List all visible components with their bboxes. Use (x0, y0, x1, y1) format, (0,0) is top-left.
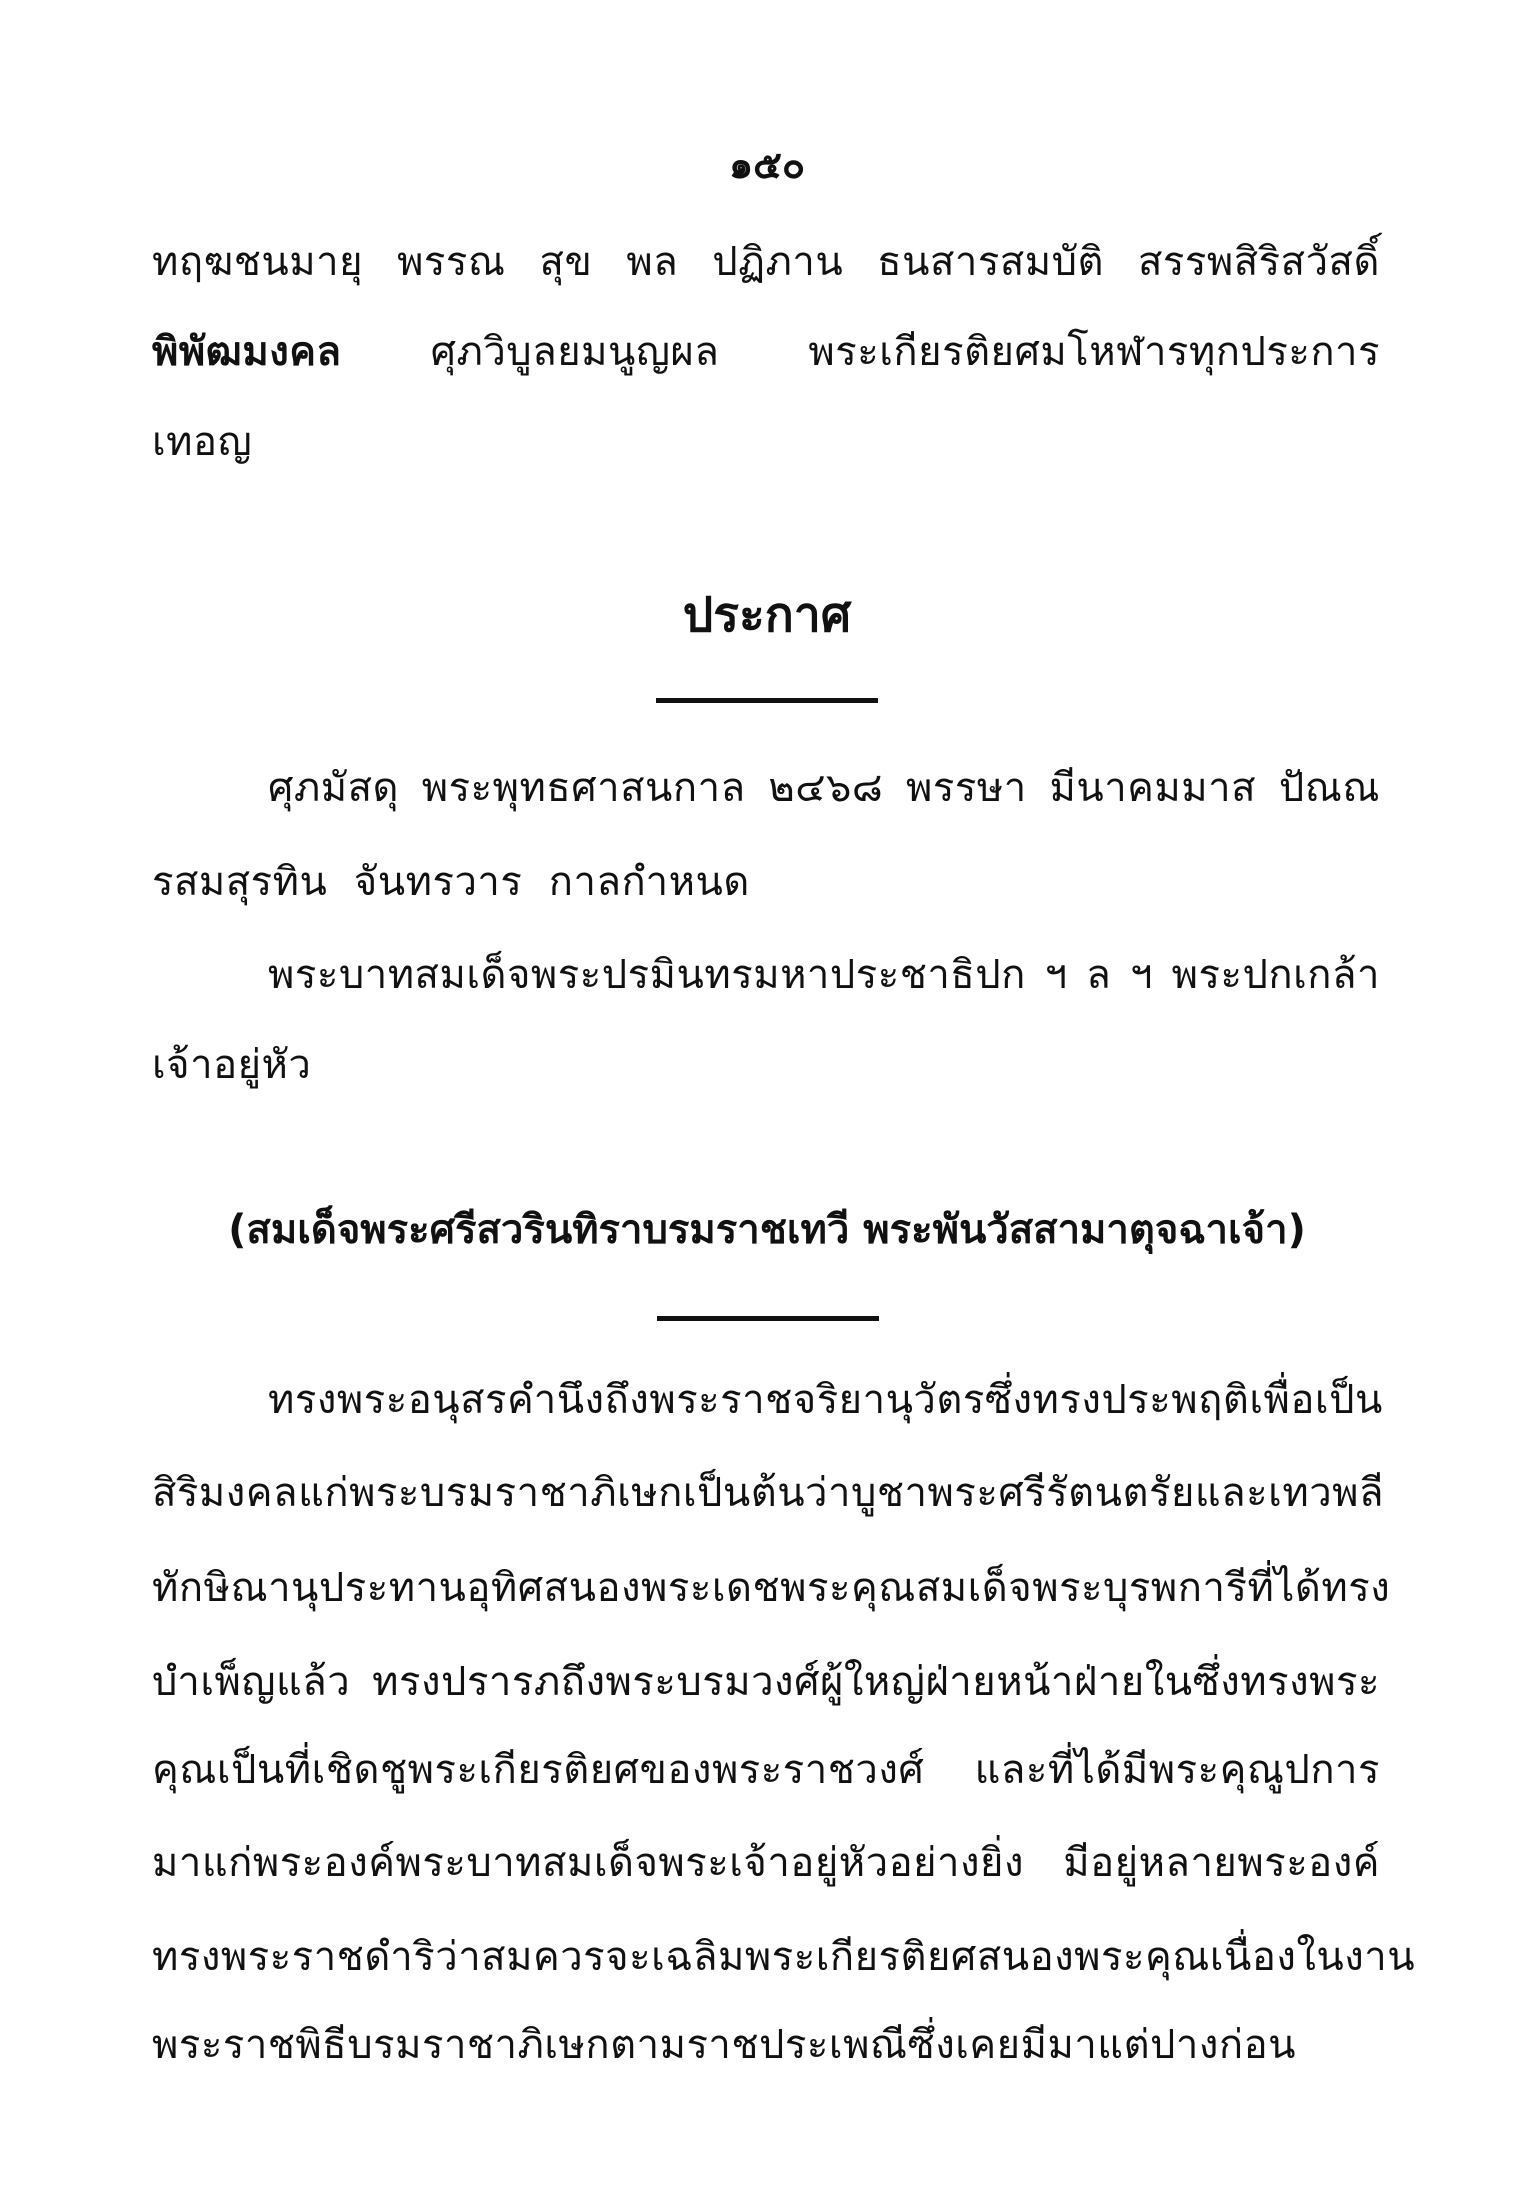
body-line-1 (268, 1370, 1383, 1430)
subheading-underline (657, 1316, 879, 1321)
proclamation-word: ล (1086, 952, 1112, 998)
body-text: ทรงปรารภถึงพระบรมวงศ์ผู้ใหญ่ฝ่ายหน้าฝ่ายในซึ่งทรงพระ (372, 1659, 1380, 1705)
blessing-word: พิพัฒมงคล (152, 329, 342, 375)
body-text: เป็นต้นว่าบูชาพระศรีรัตนตรัยและเทวพลี (682, 1470, 1385, 1516)
body-text: บำเพ็ญแล้ว (152, 1659, 351, 1705)
blessing-line-1 (152, 232, 1380, 292)
royal-name-heading: (สมเด็จพระศรีสวรินทิราบรมราชเทวี พระพันวัสสามาตุจฉาเจ้า) (228, 1207, 1306, 1253)
proclamation-word: ๒๔๖๘ (768, 765, 884, 811)
body-text: ทรงพระอนุสรคำนึงถึงพระราชจริยานุวัตร (268, 1377, 985, 1423)
body-text: ซึ่งทรงประพฤติเพื่อเป็น (984, 1377, 1383, 1423)
proclamation-line-1 (268, 758, 1380, 818)
body-text: มาแก่พระองค์พระบาทสมเด็จพระเจ้าอยู่หัวอย่างยิ่ง (152, 1840, 1025, 1886)
blessing-word: สุข (539, 239, 593, 285)
title-underline (656, 698, 878, 703)
proclamation-word: พรรษา (906, 765, 1027, 811)
proclamation-word: ปัณณ (1278, 765, 1380, 811)
blessing-word: สรรพสิริสวัสดิ์ (1138, 239, 1380, 285)
body-line-6 (152, 1833, 1380, 1893)
proclamation-word: พระพุทธศาสนกาล (421, 765, 746, 811)
proclamation-word: ฯ (1044, 952, 1068, 998)
body-line-3 (152, 1558, 1390, 1618)
proclamation-word: ฯ (1129, 952, 1153, 998)
page-title: ประกาศ (682, 587, 852, 643)
proclamation-line-2: รสมสุรทิน จันทรวาร กาลกำหนด (152, 859, 750, 905)
proclamation-word: ศุภมัสดุ (268, 765, 400, 811)
body-text: และที่ได้มีพระคุณูปการ (974, 1747, 1380, 1793)
proclamation-word: พระปกเกล้า (1171, 952, 1380, 998)
body-text: ทรงพระราชดำริว่าสมควรจะเฉลิมพระเกียรติยศสนองพระคุณเนื่องในงาน (152, 1934, 1416, 1980)
blessing-line-3: เทอญ (152, 419, 253, 465)
proclamation-line-4: เจ้าอยู่หัว (152, 1042, 312, 1088)
proclamation-line-3 (268, 945, 1380, 1005)
body-line-4 (152, 1652, 1380, 1712)
blessing-word: ธนสารสมบัติ (877, 239, 1104, 285)
body-text: สิริมงคลแก่พระบรมราชาภิเษก (152, 1470, 683, 1516)
body-line-2 (152, 1463, 1385, 1523)
body-line-5 (152, 1740, 1380, 1800)
proclamation-word: มีนาคมมาส (1049, 765, 1257, 811)
blessing-word: ศุภวิบูลยมนูญผล (430, 329, 720, 375)
body-text: ทักษิณานุประทานอุทิศสนองพระเดชพระคุณสมเด็จพระบุรพการีที่ได้ทรง (152, 1565, 1391, 1611)
body-text: คุณเป็นที่เชิดชูพระเกียรติยศของพระราชวงศ์ (152, 1747, 925, 1793)
proclamation-word: พระบาทสมเด็จพระปรมินทรมหาประชาธิปก (268, 952, 1026, 998)
blessing-word: พระเกียรติยศมโหฬารทุกประการ (808, 329, 1380, 375)
body-line-8: พระราชพิธีบรมราชาภิเษกตามราชประเพณีซึ่งเคยมีมาแต่ปางก่อน (152, 2022, 1297, 2068)
blessing-word: พรรณ (397, 239, 506, 285)
blessing-line-2 (152, 322, 1380, 382)
blessing-word: พล (626, 239, 679, 285)
blessing-word: ปฏิภาน (712, 239, 844, 285)
blessing-word: ทฤฆชนมายุ (152, 239, 364, 285)
page-number: ๑๕๐ (728, 143, 806, 187)
body-text: มีอยู่หลายพระองค์ (1063, 1840, 1380, 1886)
body-line-7 (152, 1927, 1415, 1987)
